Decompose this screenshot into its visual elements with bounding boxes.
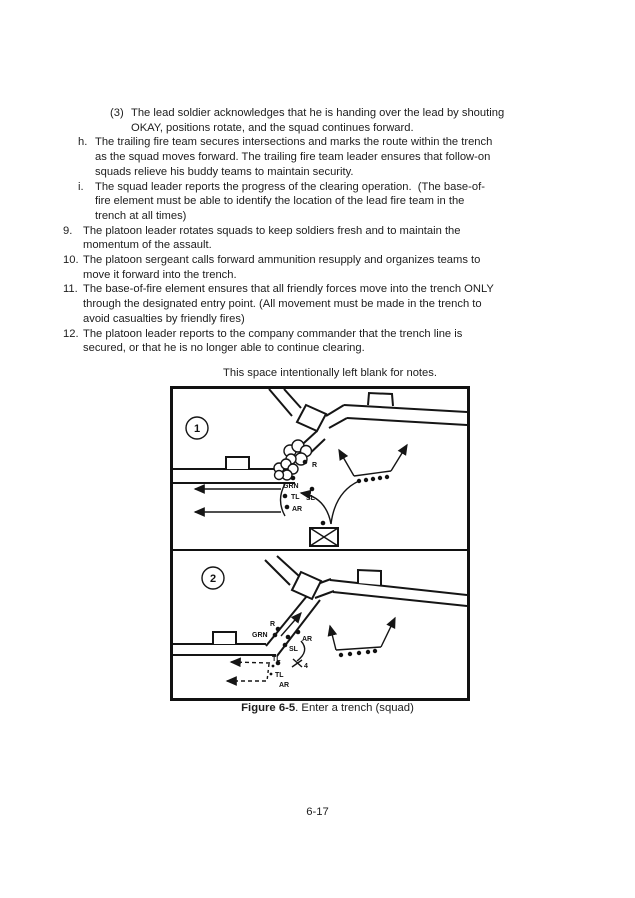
fire-team-arrows [195, 484, 285, 516]
base-of-fire-position [330, 618, 395, 657]
list-item-marker: 9. [63, 224, 73, 237]
figure-caption-text: . Enter a trench (squad) [295, 702, 414, 714]
label-tl: TL [291, 494, 300, 501]
trench-lines [173, 389, 467, 483]
svg-text:1: 1 [193, 423, 201, 435]
label-tl: TL [272, 656, 281, 663]
label-sl: SL [306, 495, 315, 502]
label-grn: GRN [283, 483, 299, 490]
movement-route-arrows [301, 481, 359, 524]
list-item-10 [63, 253, 583, 282]
body-text [63, 106, 583, 356]
list-item-3paren [63, 106, 583, 135]
list-item-h [63, 135, 583, 179]
list-item-body [83, 282, 494, 326]
list-item-body [83, 327, 462, 356]
list-item-body [83, 224, 461, 253]
list-item-line: trench at all times) [95, 209, 187, 222]
crossed-box-symbol [310, 528, 338, 546]
list-item-marker: h. [78, 136, 88, 149]
list-item-9 [63, 224, 583, 253]
figure-caption-number: Figure 6-5 [241, 702, 296, 714]
bunker-icons [226, 393, 393, 469]
list-item-marker: 11. [63, 283, 78, 296]
list-item-line: squads relieve his buddy teams to maintain security. [95, 165, 354, 178]
figure-panel-1 [173, 389, 467, 549]
list-item-body [95, 180, 485, 224]
base-of-fire-position [339, 445, 407, 483]
list-item-marker: 10. [63, 254, 79, 267]
list-item-marker: 12. [63, 327, 79, 340]
list-item-i [63, 180, 583, 224]
label-ar: AR [292, 506, 303, 513]
list-item-line: as the squad moves forward. The trailing fire team leader ensures that follow-on [95, 151, 491, 164]
list-item-12 [63, 327, 583, 356]
list-item-body [131, 106, 504, 135]
list-item-line: avoid casualties by friendly fires) [83, 312, 245, 325]
list-item-line: momentum of the assault. [83, 239, 212, 252]
label-ar-2: AR [279, 682, 290, 689]
list-item-line: OKAY, positions rotate, and the squad continues forward. [131, 121, 414, 134]
panel-number-1 [186, 417, 208, 439]
list-item-line: fire element must be able to identify the location of the lead fire team in the [95, 195, 465, 208]
label-r: R [270, 621, 276, 628]
figure-caption [10, 702, 635, 714]
list-item-marker: i. [78, 180, 84, 193]
label-r: R [312, 462, 318, 469]
label-4: 4 [304, 663, 308, 670]
list-item-line: The squad leader reports the progress of the clearing operation. (The base-of- [95, 180, 485, 193]
panel-divider [173, 549, 467, 698]
list-item-line: The base-of-fire element ensures that all friendly forces move into the trench ONLY [83, 283, 494, 296]
page-number: 6-17 [306, 806, 329, 818]
blank-space-note: This space intentionally left blank for notes. [223, 367, 437, 379]
figure-6-5 [170, 386, 470, 701]
list-item-body [95, 135, 492, 179]
list-item-line: through the designated entry point. (All movement must be made in the trench to [83, 298, 482, 311]
list-item-line: secured, or that he is no longer able to continue clearing. [83, 342, 365, 355]
list-item-line: The platoon sergeant calls forward ammunition resupply and organizes teams to [83, 254, 481, 267]
figure-panel-2 [173, 551, 467, 698]
list-item-line: The platoon leader rotates squads to keep soldiers fresh and to maintain the [83, 224, 461, 237]
list-item-marker: (3) [110, 107, 124, 119]
label-ar: AR [302, 636, 313, 643]
label-sl: SL [289, 646, 298, 653]
label-tl-2: TL [275, 672, 284, 679]
list-item-line: The lead soldier acknowledges that he is handing over the lead by shouting [131, 107, 505, 119]
list-item-line: move it forward into the trench. [83, 268, 237, 281]
list-item-line: The platoon leader reports to the company commander that the trench line is [83, 327, 463, 340]
list-item-11 [63, 282, 583, 326]
svg-text:2: 2 [209, 573, 217, 585]
panel-number-2 [202, 567, 224, 589]
label-grn: GRN [252, 632, 268, 639]
list-item-body [83, 253, 480, 282]
list-item-line: The trailing fire team secures intersections and marks the route within the trench [95, 136, 493, 149]
